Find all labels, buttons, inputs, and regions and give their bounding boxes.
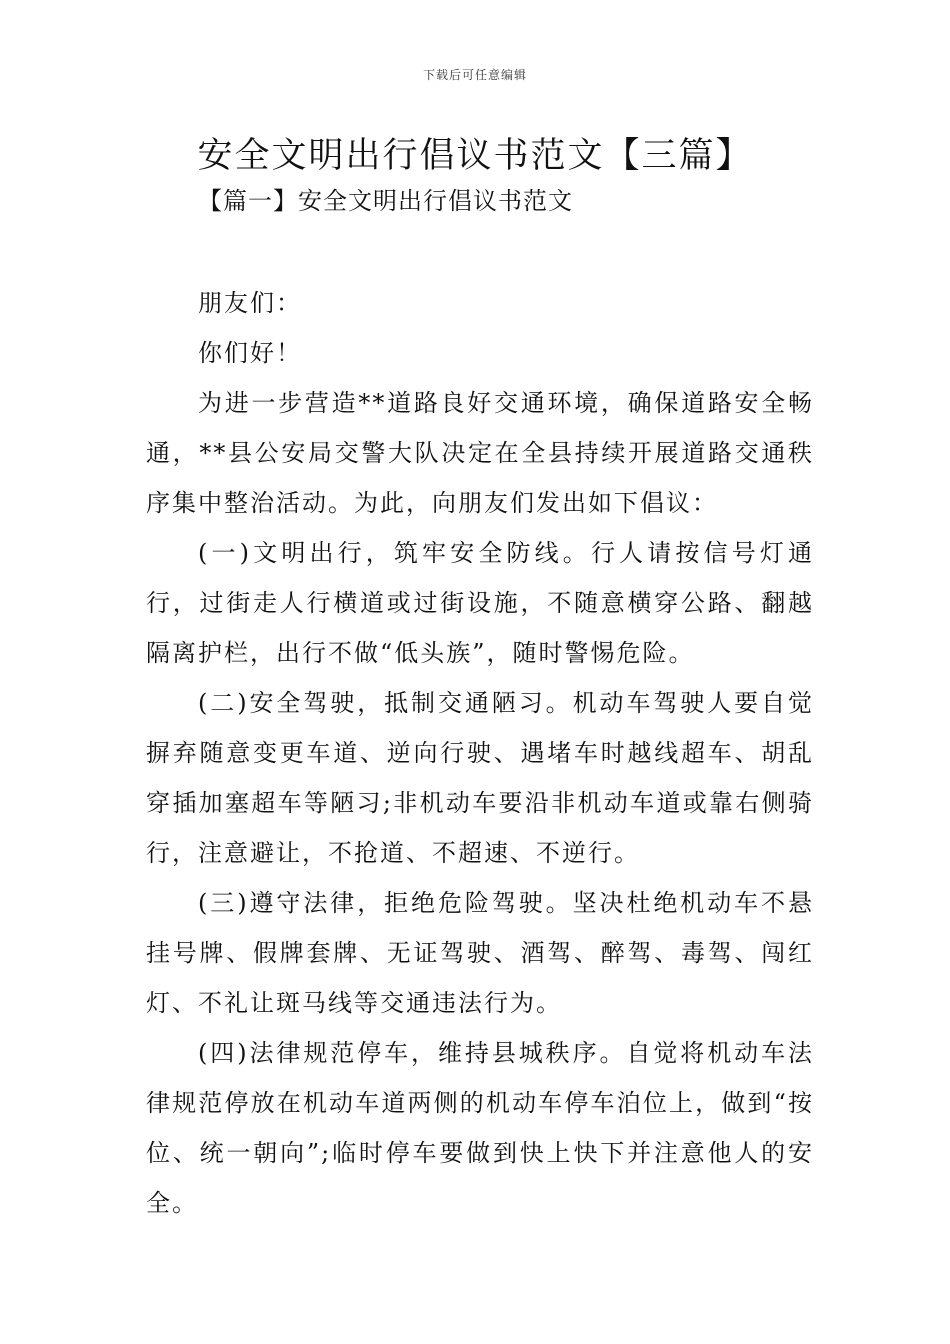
intro-paragraph: 为进一步营造**道路良好交通环境，确保道路安全畅通，**县公安局交警大队决定在全县持续开展道路交通秩序集中整治活动。为此，向朋友们发出如下倡议：: [146, 389, 814, 517]
proposal-2-paragraph: (二)安全驾驶，抵制交通陋习。机动车驾驶人要自觉摒弃随意变更车道、逆向行驶、遇堵车时越线超车、胡乱穿插加塞超车等陋习;非机动车要沿非机动车道或靠右侧骑行，注意避让，不抢道、不超速、不逆行。: [146, 689, 814, 867]
header-note: 下载后可任意编辑: [422, 68, 527, 82]
document-title: 安全文明出行倡议书范文【三篇】: [197, 136, 753, 176]
proposal-4-paragraph: (四)法律规范停车，维持县城秩序。自觉将机动车法律规范停放在机动车道两侧的机动车停车泊位上，做到“按位、统一朝向”;临时停车要做到快上快下并注意他人的安全。: [146, 1039, 814, 1217]
greeting: 你们好！: [198, 339, 302, 367]
proposal-1-paragraph: (一)文明出行，筑牢安全防线。行人请按信号灯通行，过街走人行横道或过街设施，不随意横穿公路、翻越隔离护栏，出行不做“低头族”，随时警惕危险。: [146, 539, 814, 667]
proposal-3-paragraph: (三)遵守法律，拒绝危险驾驶。坚决杜绝机动车不悬挂号牌、假牌套牌、无证驾驶、酒驾、醉驾、毒驾、闯红灯、不礼让斑马线等交通违法行为。: [146, 889, 814, 1017]
section-heading: 【篇一】安全文明出行倡议书范文: [198, 187, 573, 215]
document-body: [146, 278, 814, 1228]
salutation: 朋友们：: [198, 289, 302, 317]
